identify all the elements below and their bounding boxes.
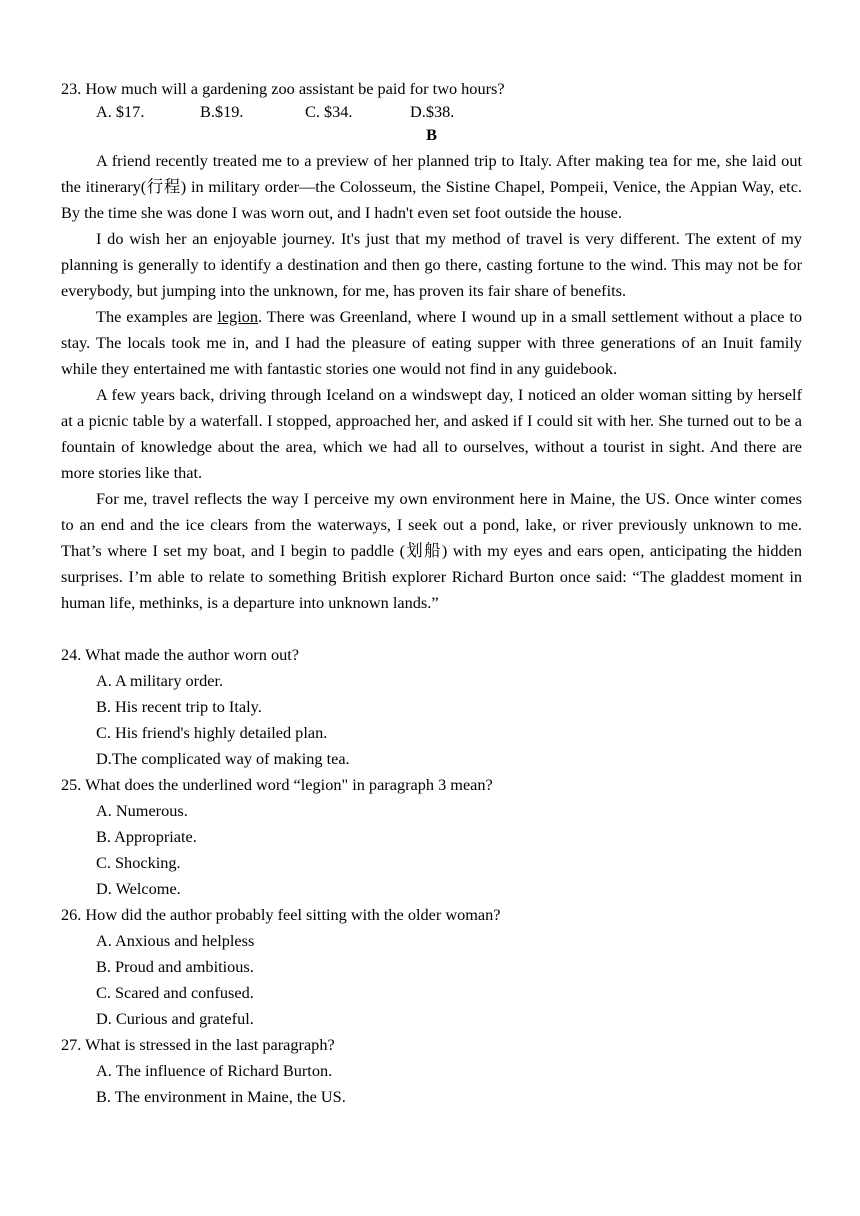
question-24: [61, 642, 802, 772]
question-27: [61, 1032, 802, 1110]
question-25: [61, 772, 802, 902]
question-26: [61, 902, 802, 1032]
option-a: A. A military order.: [96, 671, 224, 690]
option-c: C. Shocking.: [96, 853, 181, 872]
paragraph-3-rest: . There was Greenland, where I wound up in a small settlement without a place to stay. The locals took me in, and I had the pleasure of eating supper with three generations of an Inuit family while they entertained me with fantastic stories one would not find in any guidebook.: [61, 307, 802, 378]
question-stem: 24. What made the author worn out?: [61, 645, 299, 664]
option-d: D.The complicated way of making tea.: [96, 749, 350, 768]
question-stem: 26. How did the author probably feel sitting with the older woman?: [61, 905, 501, 924]
question-stem: 25. What does the underlined word “legion" in paragraph 3 mean?: [61, 775, 493, 794]
option-a: A. Anxious and helpless: [96, 931, 255, 950]
passage-paragraph-4: A few years back, driving through Iceland on a windswept day, I noticed an older woman sitting by herself at a picnic table by a waterfall. I stopped, approached her, and asked if I could sit with her. She turned out to be a fountain of knowledge about the area, which we had all to ourselves, without a tourist in sight. And there are more stories like that.: [61, 385, 802, 482]
spacer: [61, 616, 802, 642]
passage-paragraph-1: A friend recently treated me to a preview of her planned trip to Italy. After making tea for me, she laid out the itinerary(行程) in military order—the Colosseum, the Sistine Chapel, Pompeii, Venice, the Appian Way, etc. By the time she was done I was worn out, and I hadn't even set foot outside the house.: [61, 151, 802, 222]
option-d: D. Welcome.: [96, 879, 181, 898]
option-c: C. His friend's highly detailed plan.: [96, 723, 328, 742]
option-d: D. Curious and grateful.: [96, 1009, 254, 1028]
option-a: A. Numerous.: [96, 801, 188, 820]
option-b: B. Proud and ambitious.: [96, 957, 254, 976]
option-b: B.$19.: [200, 102, 244, 121]
question-23-options: [61, 102, 802, 122]
reading-passage: [61, 148, 802, 616]
paragraph-3-start: The examples are: [96, 307, 218, 326]
passage-paragraph-2: I do wish her an enjoyable journey. It's just that my method of travel is very different. The extent of my planning is generally to identify a destination and then go there, casting fortune to the wind. This may not be for everybody, but jumping into the unknown, for me, has proven its fair share of benefits.: [61, 229, 802, 300]
option-c: C. Scared and confused.: [96, 983, 254, 1002]
passage-paragraph-5: For me, travel reflects the way I perceive my own environment here in Maine, the US. Once winter comes to an end and the ice clears from the waterways, I seek out a pond, lake, or river previously unknown to me. That’s where I set my boat, and I begin to paddle (划船) with my eyes and ears open, anticipating the hidden surprises. I’m able to relate to something British explorer Richard Burton once said: “The gladdest moment in human life, methinks, is a departure into unknown lands.”: [61, 489, 802, 612]
document-page: [61, 76, 802, 1110]
underlined-word-legion: legion: [217, 307, 259, 326]
option-b: B. The environment in Maine, the US.: [96, 1087, 346, 1106]
option-d: D.$38.: [410, 102, 455, 121]
question-23-stem: 23. How much will a gardening zoo assistant be paid for two hours?: [61, 79, 505, 98]
option-c: C. $34.: [305, 102, 353, 121]
passage-paragraph-3: [61, 304, 802, 382]
section-label: B: [426, 125, 437, 144]
option-a: A. $17.: [96, 102, 145, 121]
option-a: A. The influence of Richard Burton.: [96, 1061, 333, 1080]
option-b: B. Appropriate.: [96, 827, 197, 846]
option-b: B. His recent trip to Italy.: [96, 697, 262, 716]
question-stem: 27. What is stressed in the last paragraph?: [61, 1035, 335, 1054]
